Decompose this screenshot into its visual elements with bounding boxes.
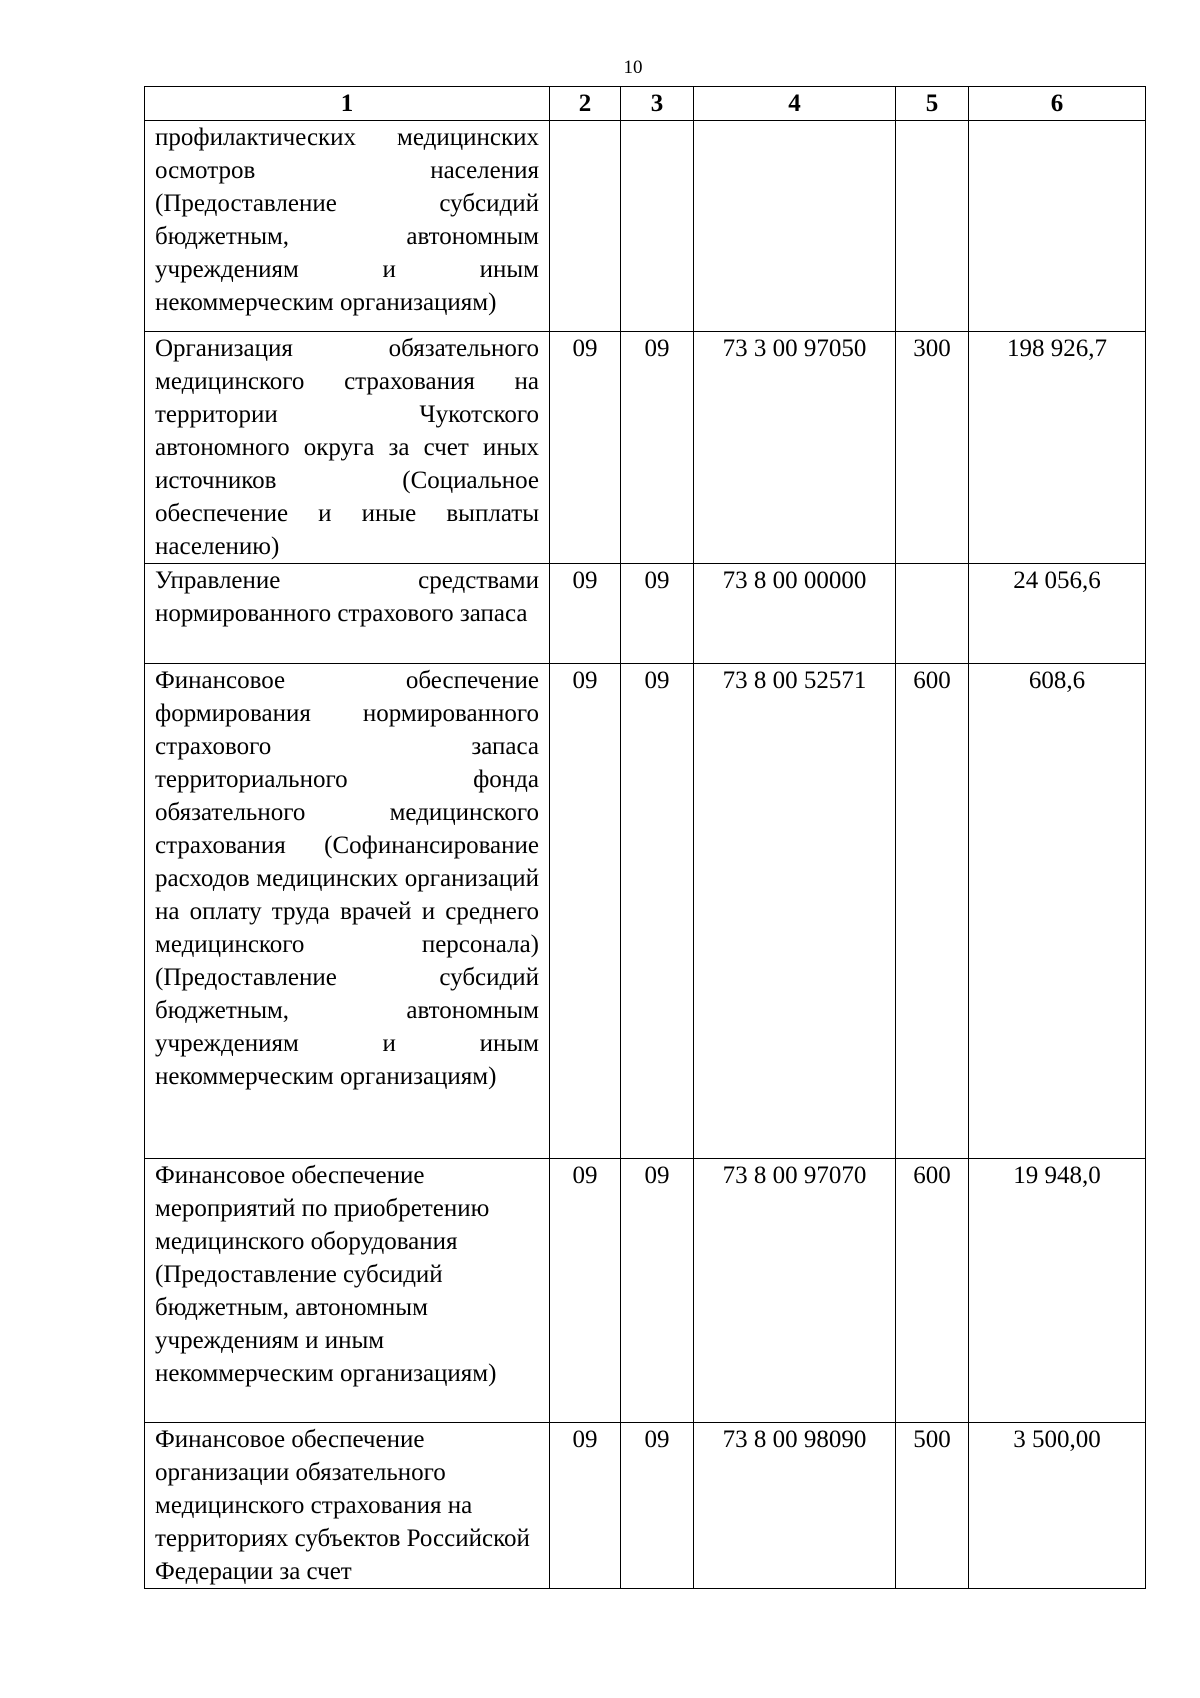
row-description: Финансовое обеспечение формирования нормированного страхового запаса территориального фонда обязательного медицинского страхования (Софинансирование расходов медицинских организаций на оплату труда врачей и среднего медицинского персонала) (Предоставление субсидий бюджетным, автономным учреждениям и иным некоммерческим организациям) bbox=[145, 664, 550, 1159]
row-amount: 19 948,0 bbox=[969, 1159, 1146, 1423]
row-section: 09 bbox=[550, 564, 621, 664]
row-expense-type bbox=[896, 564, 969, 664]
row-subsection: 09 bbox=[621, 664, 694, 1159]
column-header-3: 3 bbox=[621, 87, 694, 121]
column-header-2: 2 bbox=[550, 87, 621, 121]
row-expense-type: 600 bbox=[896, 664, 969, 1159]
row-subsection: 09 bbox=[621, 1423, 694, 1589]
row-description: профилактических медицинских осмотров населения (Предоставление субсидий бюджетным, автономным учреждениям и иным некоммерческим организациям) bbox=[145, 121, 550, 332]
row-target-code bbox=[694, 121, 896, 332]
row-expense-type bbox=[896, 121, 969, 332]
column-header-5: 5 bbox=[896, 87, 969, 121]
row-section: 09 bbox=[550, 1159, 621, 1423]
table-row bbox=[145, 1159, 1146, 1423]
table-row bbox=[145, 121, 1146, 332]
page-number: 10 bbox=[623, 57, 643, 78]
table-row bbox=[145, 664, 1146, 1159]
row-description: Финансовое обеспечение организации обязательного медицинского страхования на территориях субъектов Российской Федерации за счет bbox=[145, 1423, 550, 1589]
row-target-code: 73 8 00 98090 bbox=[694, 1423, 896, 1589]
row-target-code: 73 8 00 97070 bbox=[694, 1159, 896, 1423]
row-expense-type: 600 bbox=[896, 1159, 969, 1423]
table-row bbox=[145, 564, 1146, 664]
row-expense-type: 500 bbox=[896, 1423, 969, 1589]
table-row bbox=[145, 1423, 1146, 1589]
row-section: 09 bbox=[550, 332, 621, 564]
row-description: Управление средствами нормированного страхового запаса bbox=[145, 564, 550, 664]
row-section: 09 bbox=[550, 664, 621, 1159]
row-section: 09 bbox=[550, 1423, 621, 1589]
row-amount bbox=[969, 121, 1146, 332]
row-amount: 608,6 bbox=[969, 664, 1146, 1159]
column-header-4: 4 bbox=[694, 87, 896, 121]
table-row bbox=[145, 332, 1146, 564]
row-expense-type: 300 bbox=[896, 332, 969, 564]
row-subsection: 09 bbox=[621, 564, 694, 664]
row-subsection bbox=[621, 121, 694, 332]
row-target-code: 73 3 00 97050 bbox=[694, 332, 896, 564]
row-section bbox=[550, 121, 621, 332]
row-amount: 24 056,6 bbox=[969, 564, 1146, 664]
column-header-6: 6 bbox=[969, 87, 1146, 121]
table-header-row bbox=[145, 87, 1146, 121]
budget-table bbox=[144, 86, 1146, 1589]
column-header-1: 1 bbox=[145, 87, 550, 121]
row-subsection: 09 bbox=[621, 1159, 694, 1423]
row-subsection: 09 bbox=[621, 332, 694, 564]
row-target-code: 73 8 00 00000 bbox=[694, 564, 896, 664]
row-description: Финансовое обеспечение мероприятий по приобретению медицинского оборудования (Предоставление субсидий бюджетным, автономным учреждениям и иным некоммерческим организациям) bbox=[145, 1159, 550, 1423]
row-target-code: 73 8 00 52571 bbox=[694, 664, 896, 1159]
row-description: Организация обязательного медицинского страхования на территории Чукотского автономного округа за счет иных источников (Социальное обеспечение и иные выплаты населению) bbox=[145, 332, 550, 564]
row-amount: 3 500,00 bbox=[969, 1423, 1146, 1589]
row-amount: 198 926,7 bbox=[969, 332, 1146, 564]
